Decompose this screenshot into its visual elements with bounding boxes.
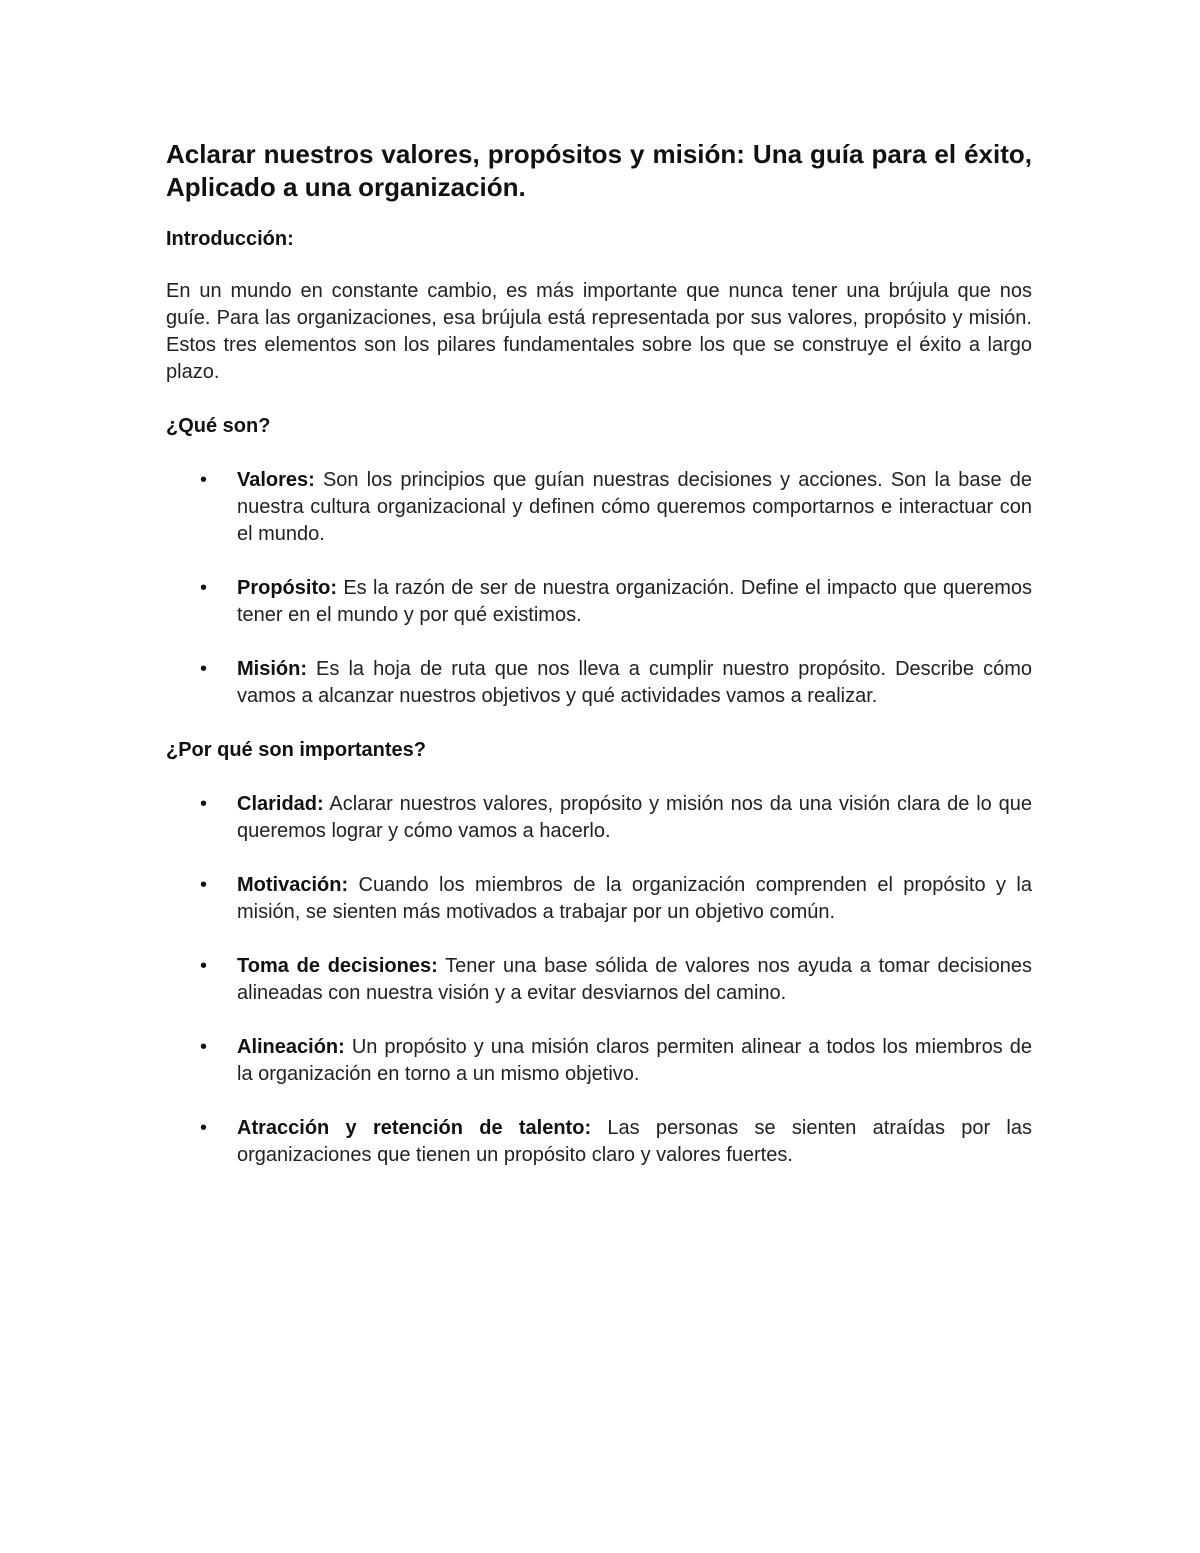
why-heading: ¿Por qué son importantes? [166, 739, 427, 761]
item-term: Misión: [237, 658, 307, 680]
list-item [166, 1034, 1032, 1088]
list-item [166, 791, 1032, 845]
item-term: Propósito: [237, 577, 337, 599]
bullet-icon: • [200, 874, 208, 896]
item-term: Toma de decisiones: [237, 955, 438, 977]
bullet-icon: • [200, 1117, 208, 1139]
list-item [166, 656, 1032, 710]
item-text: Cuando los miembros de la organización comprenden el propósito y la misión, se sienten más motivados a trabajar por un objetivo común. [237, 874, 1032, 923]
what-list [166, 467, 1032, 710]
list-item [166, 1115, 1032, 1169]
document-page [166, 138, 1032, 1169]
why-list [166, 791, 1032, 1169]
list-item [166, 467, 1032, 548]
item-term: Claridad: [237, 793, 324, 815]
item-term: Motivación: [237, 874, 349, 896]
document-title: Aclarar nuestros valores, propósitos y misión: Una guía para el éxito, Aplicado a una organización. [166, 139, 1032, 202]
item-text: Son los principios que guían nuestras decisiones y acciones. Son la base de nuestra cultura organizacional y definen cómo queremos comportarnos e interactuar con el mundo. [237, 469, 1032, 545]
item-text: Tener una base sólida de valores nos ayuda a tomar decisiones alineadas con nuestra visión y a evitar desviarnos del camino. [237, 955, 1032, 1004]
bullet-icon: • [200, 658, 208, 680]
intro-heading: Introducción: [166, 228, 294, 250]
item-term: Valores: [237, 469, 315, 491]
bullet-icon: • [200, 1036, 208, 1058]
item-text: Un propósito y una misión claros permiten alinear a todos los miembros de la organización en torno a un mismo objetivo. [237, 1036, 1032, 1085]
list-item [166, 953, 1032, 1007]
bullet-icon: • [200, 577, 208, 599]
item-term: Atracción y retención de talento: [237, 1117, 592, 1139]
bullet-icon: • [200, 955, 208, 977]
item-text: Aclarar nuestros valores, propósito y misión nos da una visión clara de lo que queremos lograr y cómo vamos a hacerlo. [237, 793, 1032, 842]
item-text: Es la hoja de ruta que nos lleva a cumplir nuestro propósito. Describe cómo vamos a alcanzar nuestros objetivos y qué actividades vamos a realizar. [237, 658, 1032, 707]
list-item [166, 872, 1032, 926]
item-text: Es la razón de ser de nuestra organización. Define el impacto que queremos tener en el mundo y por qué existimos. [237, 577, 1032, 626]
bullet-icon: • [200, 469, 208, 491]
list-item [166, 575, 1032, 629]
what-heading: ¿Qué son? [166, 415, 271, 437]
item-text: Las personas se sienten atraídas por las organizaciones que tienen un propósito claro y valores fuertes. [237, 1117, 1033, 1166]
intro-paragraph: En un mundo en constante cambio, es más importante que nunca tener una brújula que nos guíe. Para las organizaciones, esa brújula está representada por sus valores, propósito y misión. Estos tres elementos son los pilares fundamentales sobre los que se construye el éxito a largo plazo. [166, 280, 1032, 383]
item-term: Alineación: [237, 1036, 345, 1058]
bullet-icon: • [200, 793, 208, 815]
